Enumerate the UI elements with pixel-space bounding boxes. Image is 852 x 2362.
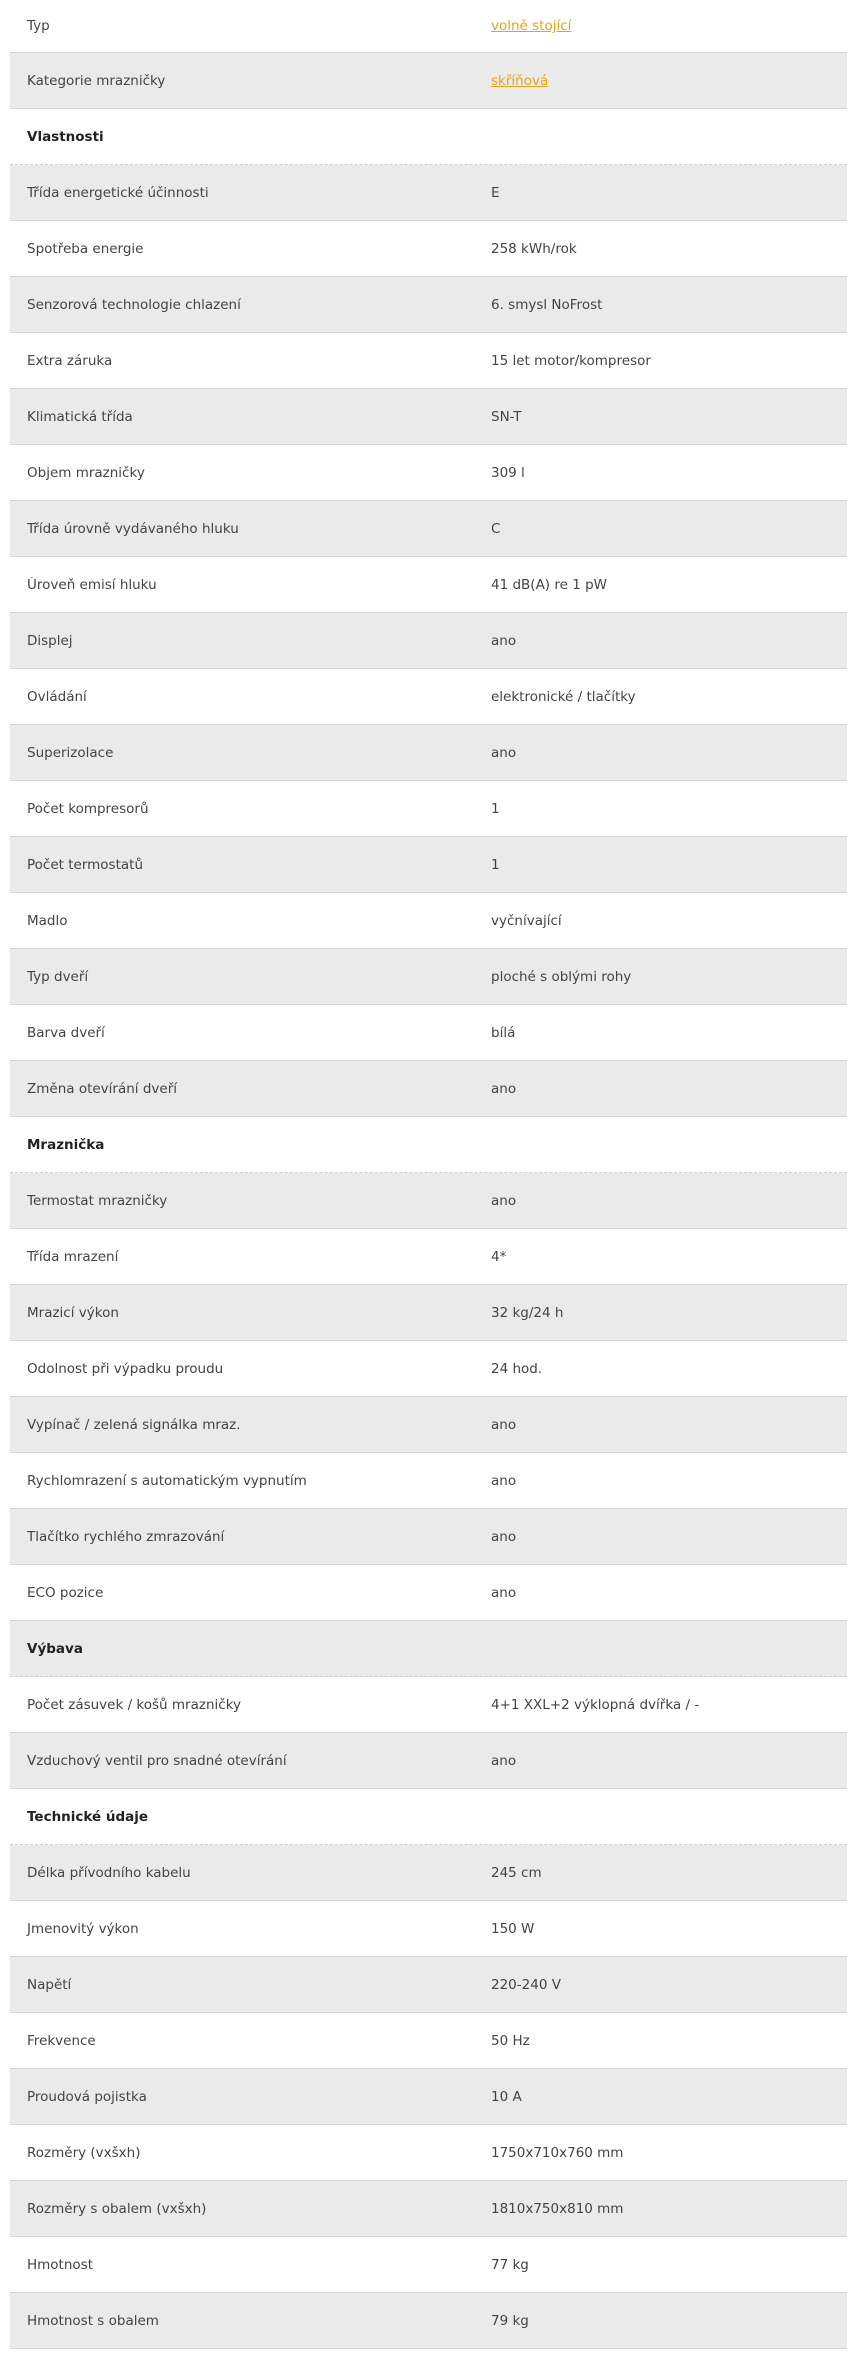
spec-value: 258 kWh/rok bbox=[491, 240, 577, 257]
spec-label: Rychlomrazení s automatickým vypnutím bbox=[27, 1472, 307, 1489]
spec-row bbox=[10, 2125, 847, 2181]
spec-row bbox=[10, 389, 847, 445]
spec-label: Madlo bbox=[27, 912, 68, 929]
spec-row bbox=[10, 1005, 847, 1061]
spec-row bbox=[10, 949, 847, 1005]
spec-label: Mrazicí výkon bbox=[27, 1304, 119, 1321]
spec-row bbox=[10, 1845, 847, 1901]
spec-value: vyčnívající bbox=[491, 912, 562, 929]
section-header bbox=[10, 109, 847, 165]
spec-value: ano bbox=[491, 744, 517, 761]
spec-label: Vzduchový ventil pro snadné otevírání bbox=[27, 1752, 287, 1769]
spec-label: Proudová pojistka bbox=[27, 2088, 147, 2105]
spec-label: Typ dveří bbox=[27, 968, 89, 985]
spec-label: Změna otevírání dveří bbox=[27, 1080, 178, 1097]
section-title: Výbava bbox=[27, 1640, 83, 1657]
spec-value: 24 hod. bbox=[491, 1360, 543, 1377]
spec-label: Odolnost při výpadku proudu bbox=[27, 1360, 224, 1377]
spec-label: Kategorie mrazničky bbox=[27, 72, 166, 89]
spec-row bbox=[10, 781, 847, 837]
spec-label: Barva dveří bbox=[27, 1024, 105, 1041]
spec-row bbox=[10, 445, 847, 501]
spec-label: Třída mrazení bbox=[27, 1248, 119, 1265]
spec-value: ano bbox=[491, 632, 517, 649]
spec-value: 41 dB(A) re 1 pW bbox=[491, 576, 608, 593]
spec-row bbox=[10, 2181, 847, 2237]
spec-row bbox=[10, 893, 847, 949]
spec-value: ano bbox=[491, 1080, 517, 1097]
spec-value-link[interactable]: skříňová bbox=[491, 72, 549, 89]
spec-label: Extra záruka bbox=[27, 352, 113, 369]
spec-label: ECO pozice bbox=[27, 1584, 104, 1601]
spec-row bbox=[10, 1285, 847, 1341]
spec-value: ano bbox=[491, 1192, 517, 1209]
specification-table bbox=[10, 0, 847, 2349]
spec-label: Vypínač / zelená signálka mraz. bbox=[27, 1416, 241, 1433]
spec-row bbox=[10, 1173, 847, 1229]
spec-label: Počet kompresorů bbox=[27, 800, 149, 817]
spec-label: Jmenovitý výkon bbox=[27, 1920, 139, 1937]
section-header bbox=[10, 1117, 847, 1173]
spec-value: 50 Hz bbox=[491, 2032, 530, 2049]
section-title: Technické údaje bbox=[27, 1808, 149, 1825]
spec-label: Ovládání bbox=[27, 688, 87, 705]
spec-label: Tlačítko rychlého zmrazování bbox=[27, 1528, 225, 1545]
spec-value: 1 bbox=[491, 856, 500, 873]
spec-value: 32 kg/24 h bbox=[491, 1304, 564, 1321]
spec-row bbox=[10, 501, 847, 557]
spec-label: Délka přívodního kabelu bbox=[27, 1864, 191, 1881]
spec-value: elektronické / tlačítky bbox=[491, 688, 636, 705]
spec-value: SN-T bbox=[491, 408, 522, 425]
spec-row bbox=[10, 2293, 847, 2349]
spec-row bbox=[10, 221, 847, 277]
spec-value: 220-240 V bbox=[491, 1976, 561, 1993]
spec-row bbox=[10, 0, 847, 53]
spec-label: Napětí bbox=[27, 1976, 72, 1993]
spec-value: 77 kg bbox=[491, 2256, 529, 2273]
spec-value: ano bbox=[491, 1528, 517, 1545]
spec-row bbox=[10, 2237, 847, 2293]
spec-row bbox=[10, 1061, 847, 1117]
spec-value-link[interactable]: volně stojící bbox=[491, 18, 572, 34]
spec-value: 245 cm bbox=[491, 1864, 542, 1881]
spec-row bbox=[10, 333, 847, 389]
spec-row bbox=[10, 1565, 847, 1621]
spec-row bbox=[10, 1453, 847, 1509]
spec-value: 10 A bbox=[491, 2088, 522, 2105]
spec-value: bílá bbox=[491, 1024, 516, 1041]
spec-row bbox=[10, 1229, 847, 1285]
spec-value bbox=[491, 18, 847, 34]
spec-value: ano bbox=[491, 1416, 517, 1433]
spec-row bbox=[10, 1341, 847, 1397]
spec-label: Termostat mrazničky bbox=[27, 1192, 168, 1209]
spec-value: 6. smysl NoFrost bbox=[491, 296, 603, 313]
spec-value: ano bbox=[491, 1752, 517, 1769]
spec-row bbox=[10, 669, 847, 725]
spec-value: 4* bbox=[491, 1248, 507, 1265]
spec-label: Rozměry (vxšxh) bbox=[27, 2144, 141, 2161]
spec-row bbox=[10, 2069, 847, 2125]
spec-label: Objem mrazničky bbox=[27, 464, 145, 481]
spec-label: Třída energetické účinnosti bbox=[27, 184, 209, 201]
spec-row bbox=[10, 1733, 847, 1789]
spec-value: 1750x710x760 mm bbox=[491, 2144, 624, 2161]
spec-value: 1810x750x810 mm bbox=[491, 2200, 624, 2217]
spec-label: Rozměry s obalem (vxšxh) bbox=[27, 2200, 207, 2217]
spec-row bbox=[10, 1397, 847, 1453]
spec-value: 79 kg bbox=[491, 2312, 529, 2329]
spec-label: Hmotnost bbox=[27, 2256, 93, 2273]
spec-label: Hmotnost s obalem bbox=[27, 2312, 159, 2329]
spec-row bbox=[10, 613, 847, 669]
spec-value: 15 let motor/kompresor bbox=[491, 352, 651, 369]
spec-label: Typ bbox=[27, 18, 50, 34]
spec-value: 1 bbox=[491, 800, 500, 817]
spec-row bbox=[10, 837, 847, 893]
section-header bbox=[10, 1789, 847, 1845]
spec-label: Klimatická třída bbox=[27, 408, 133, 425]
spec-row bbox=[10, 1957, 847, 2013]
spec-label: Frekvence bbox=[27, 2032, 96, 2049]
spec-row bbox=[10, 1677, 847, 1733]
section-title: Vlastnosti bbox=[27, 128, 104, 145]
spec-value: 309 l bbox=[491, 464, 525, 481]
spec-value: E bbox=[491, 184, 500, 201]
spec-label: Úroveň emisí hluku bbox=[27, 576, 157, 593]
spec-value bbox=[491, 73, 847, 89]
spec-value: 4+1 XXL+2 výklopná dvířka / - bbox=[491, 1696, 700, 1713]
spec-value: ano bbox=[491, 1472, 517, 1489]
spec-value: ploché s oblými rohy bbox=[491, 968, 632, 985]
section-header bbox=[10, 1621, 847, 1677]
spec-label: Spotřeba energie bbox=[27, 240, 144, 257]
spec-row bbox=[10, 557, 847, 613]
spec-value: ano bbox=[491, 1584, 517, 1601]
spec-value: C bbox=[491, 520, 501, 537]
spec-label: Počet termostatů bbox=[27, 856, 144, 873]
spec-row bbox=[10, 725, 847, 781]
spec-label: Třída úrovně vydávaného hluku bbox=[27, 520, 239, 537]
spec-label: Displej bbox=[27, 632, 73, 649]
section-title: Mraznička bbox=[27, 1136, 105, 1153]
spec-label: Senzorová technologie chlazení bbox=[27, 296, 241, 313]
spec-row bbox=[10, 53, 847, 109]
spec-row bbox=[10, 1901, 847, 1957]
spec-row bbox=[10, 1509, 847, 1565]
spec-row bbox=[10, 2013, 847, 2069]
spec-label: Počet zásuvek / košů mrazničky bbox=[27, 1696, 242, 1713]
spec-value: 150 W bbox=[491, 1920, 535, 1937]
spec-row bbox=[10, 277, 847, 333]
spec-row bbox=[10, 165, 847, 221]
spec-label: Superizolace bbox=[27, 744, 114, 761]
